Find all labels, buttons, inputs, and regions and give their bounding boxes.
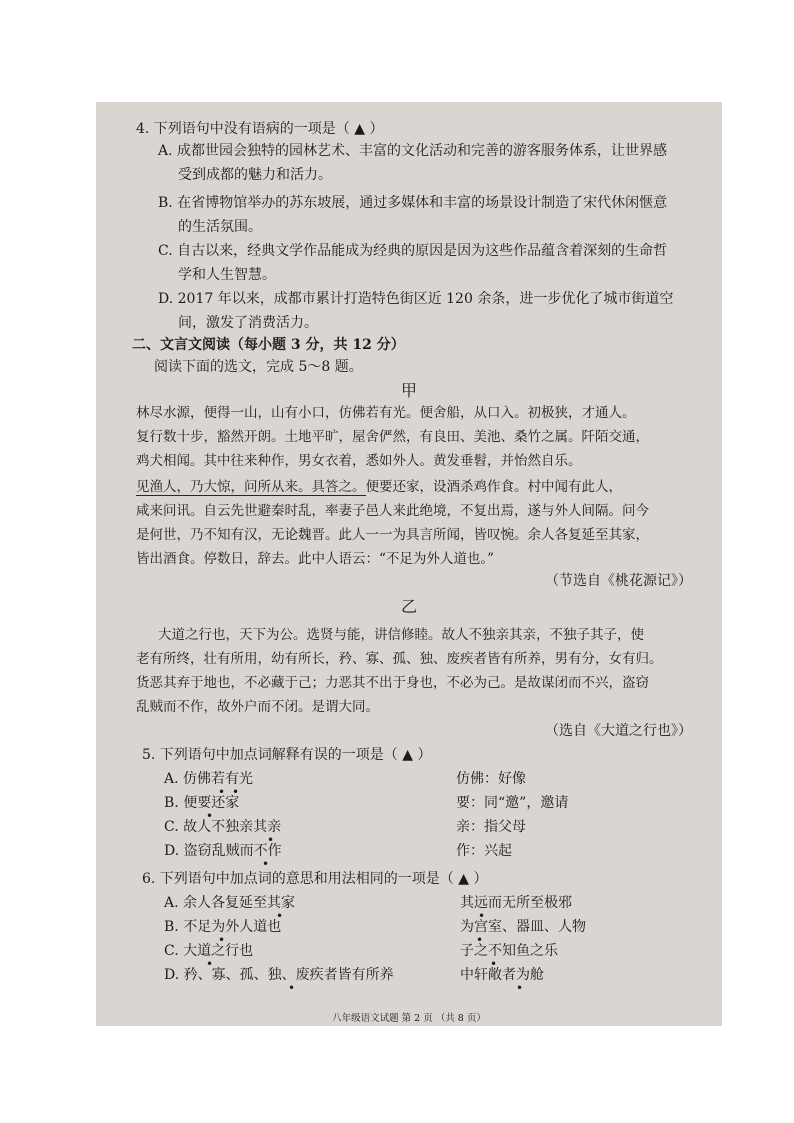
q4-option-a-cont: 受到成都的魅力和活力。 (178, 167, 332, 183)
emphasis-dot: • (516, 981, 524, 995)
q4-option-a: A. 成都世园会独特的园林艺术、丰富的文化活动和完善的游客服务体系，让世界感 (158, 143, 668, 159)
q6-option-d: D. 矜、寡、孤、独、废疾者皆有所养 (164, 967, 394, 983)
page-footer: 八年级语文试题 第 2 页 （共 8 页） (332, 1013, 486, 1024)
q4-option-c: C. 自古以来，经典文学作品能成为经典的原因是因为这些作品蕴含着深刻的生命哲 (158, 243, 668, 259)
emphasis-dot: • (478, 909, 486, 923)
passage-jia-line-4 (136, 478, 622, 496)
passage-jia-line-3: 鸡犬相闻。其中往来种作，男女衣着，悉如外人。黄发垂髫，并怡然自乐。 (136, 453, 582, 469)
q6-option-a: A. 余人各复延至其家 (164, 895, 296, 911)
q6-option-a-note: 其远而无所至极邪 (460, 895, 572, 911)
passage-jia-line-6: 是何世，乃不知有汉，无论魏晋。此人一一为具言所闻，皆叹惋。余人各复延至其家， (136, 527, 649, 543)
q5-option-a: A. 仿佛若有光 (164, 771, 254, 787)
passage-jia-line-4-rest: 便要还家，设酒杀鸡作食。村中闻有此人， (365, 479, 622, 495)
exam-page (96, 102, 722, 1026)
emphasis-dot: • (476, 933, 484, 947)
passage-jia-line-1: 林尽水源，便得一山，山有小口，仿佛若有光。便舍船，从口入。初极狭，才通人。 (136, 405, 636, 421)
q4-option-b: B. 在省博物馆举办的苏东坡展，通过多媒体和丰富的场景设计制造了宋代休闲惬意 (158, 195, 668, 211)
q5-stem: 5. 下列语句中加点词解释有误的一项是（ ▲ ） (142, 747, 432, 763)
q5-option-d-note: 作：兴起 (456, 843, 512, 859)
emphasis-dot: • (218, 785, 226, 799)
passage-yi-line-4: 乱贼而不作，故外户而不闭。是谓大同。 (136, 699, 379, 715)
passage-yi-line-3: 货恶其弃于地也，不必藏于己；力恶其不出于身也，不必为己。是故谋闭而不兴，盗窃 (136, 675, 649, 691)
q6-option-c: C. 大道之行也 (164, 943, 254, 959)
passage-yi-title: 乙 (400, 597, 417, 616)
passage-yi-source: （选自《大道之行也》） (545, 723, 692, 739)
q5-option-c: C. 故人不独亲其亲 (164, 819, 282, 835)
q6-option-b: B. 不足为外人道也 (164, 919, 282, 935)
q5-option-a-note: 仿佛：好像 (456, 771, 526, 787)
q5-option-b-note: 要：同“邀”，邀请 (456, 795, 569, 811)
passage-jia-title: 甲 (400, 381, 417, 400)
passage-jia-line-5: 咸来问讯。自云先世避秦时乱，率妻子邑人来此绝境，不复出焉，遂与外人间隔。问今 (136, 503, 649, 519)
emphasis-dot: • (262, 857, 270, 871)
passage-yi-line-2: 老有所终，壮有所用，幼有所长，矜、寡、孤、独、废疾者皆有所养，男有分，女有归。 (136, 651, 663, 667)
section-instruction: 阅读下面的选文，完成 5～8 题。 (154, 359, 363, 375)
passage-yi-line-1: 大道之行也，天下为公。选贤与能，讲信修睦。故人不独亲其亲，不独子其子，使 (158, 627, 644, 643)
emphasis-dot: • (267, 833, 275, 847)
emphasis-dot: • (490, 957, 498, 971)
q4-stem: 4. 下列语句中没有语病的一项是（ ▲ ） (136, 121, 384, 137)
q5-option-b: B. 便要还家 (164, 795, 240, 811)
q4-option-d-cont: 间，激发了消费活力。 (178, 315, 318, 331)
q5-option-d: D. 盗窃乱贼而不作 (164, 843, 282, 859)
emphasis-dot: • (232, 785, 240, 799)
q4-option-d: D. 2017 年以来，成都市累计打造特色街区近 120 余条，进一步优化了城市街道空 (158, 291, 674, 307)
q4-option-c-cont: 学和人生智慧。 (178, 267, 276, 283)
emphasis-dot: • (218, 933, 226, 947)
underlined-sentence: 见渔人，乃大惊，问所从来。具答之。 (136, 479, 366, 495)
emphasis-dot: • (276, 909, 284, 923)
q6-stem: 6. 下列语句中加点词的意思和用法相同的一项是（ ▲ ） (142, 871, 488, 887)
emphasis-dot: • (206, 809, 214, 823)
q6-option-d-note: 中轩敞者为舱 (460, 967, 544, 983)
passage-jia-line-2: 复行数十步，豁然开朗。土地平旷，屋舍俨然，有良田、美池、桑竹之属。阡陌交通， (136, 429, 649, 445)
q6-option-c-note: 子之不知鱼之乐 (460, 943, 558, 959)
section-heading: 二、文言文阅读（每小题 3 分，共 12 分） (132, 337, 405, 353)
q5-option-c-note: 亲：指父母 (456, 819, 526, 835)
emphasis-dot: • (206, 957, 214, 971)
q6-option-b-note: 为宫室、器皿、人物 (460, 919, 586, 935)
emphasis-dot: • (288, 981, 296, 995)
q4-option-b-cont: 的生活氛围。 (178, 219, 262, 235)
passage-jia-line-7: 皆出酒食。停数日，辞去。此中人语云：“不足为外人道也。” (136, 551, 495, 567)
passage-jia-source: （节选自《桃花源记》） (545, 573, 692, 589)
